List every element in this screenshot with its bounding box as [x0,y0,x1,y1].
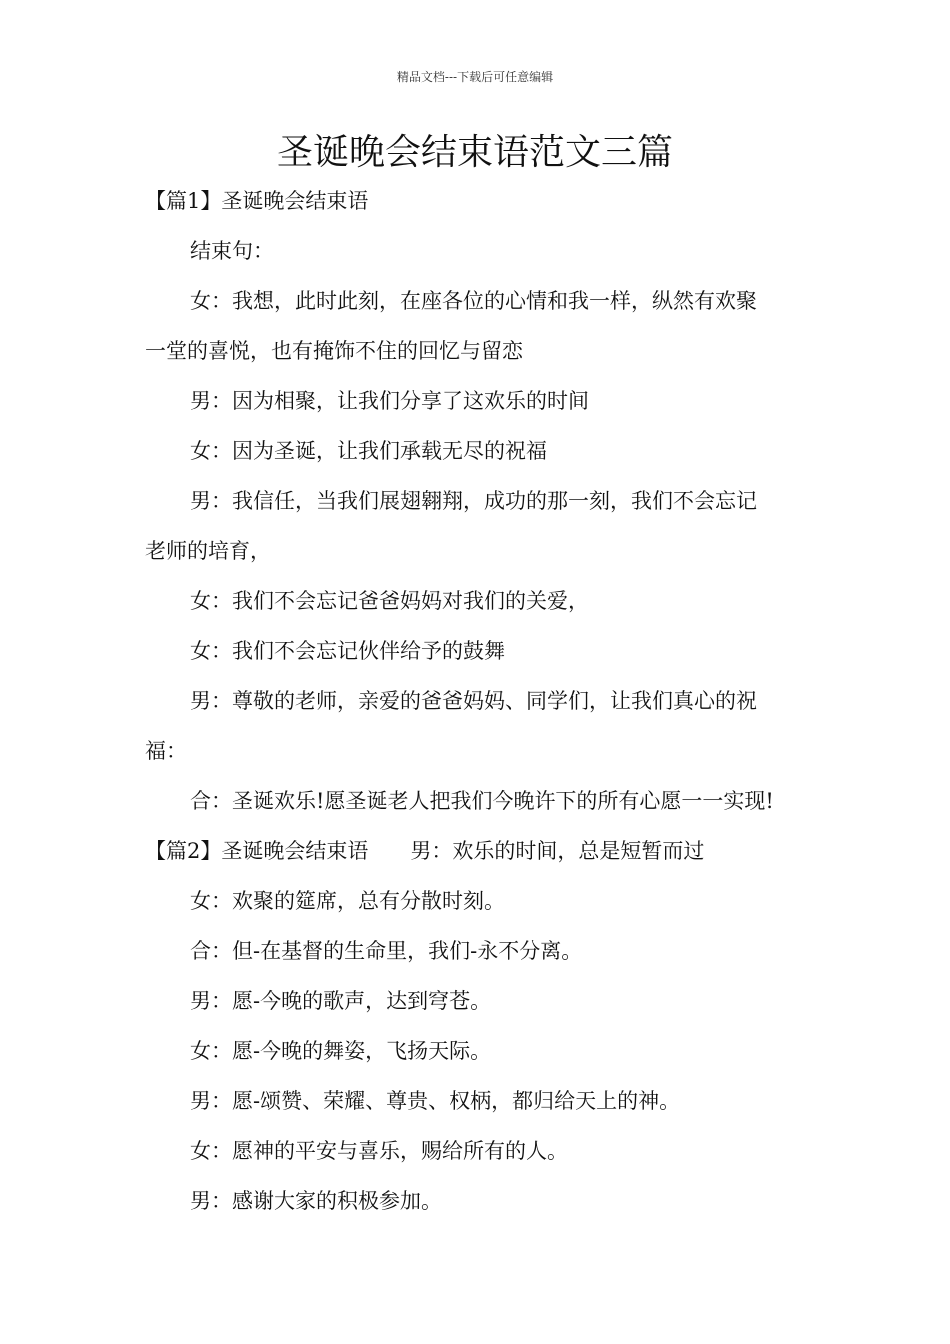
document-body [145,176,815,1226]
paragraph-line: 男：愿-颂赞、荣耀、尊贵、权柄，都归给天上的神。 [190,1089,681,1113]
paragraph-line: 女：我们不会忘记爸爸妈妈对我们的关爱， [190,589,589,613]
paragraph-line: 一堂的喜悦，也有掩饰不住的回忆与留恋 [145,339,523,363]
header-note: 精品文档---下载后可任意编辑 [396,70,554,84]
paragraph-line: 合：但-在基督的生命里，我们-永不分离。 [190,939,583,963]
paragraph-line: 女：因为圣诞，让我们承载无尽的祝福 [190,439,547,463]
paragraph-line: 女：愿神的平安与喜乐，赐给所有的人。 [190,1139,568,1163]
paragraph-line: 女：我想，此时此刻，在座各位的心情和我一样，纵然有欢聚 [190,289,757,313]
paragraph-line: 【篇1】圣诞晚会结束语 [145,189,369,213]
paragraph-line: 男：愿-今晚的歌声，达到穹苍。 [190,989,492,1013]
paragraph-line: 福： [145,739,187,763]
paragraph-line: 男：尊敬的老师，亲爱的爸爸妈妈、同学们，让我们真心的祝 [190,689,757,713]
paragraph-line: 女：我们不会忘记伙伴给予的鼓舞 [190,639,505,663]
paragraph-line: 男：因为相聚，让我们分享了这欢乐的时间 [190,389,589,413]
paragraph-line: 男：我信任，当我们展翅翱翔，成功的那一刻，我们不会忘记 [190,489,757,513]
paragraph-line: 老师的培育， [145,539,271,563]
paragraph-line: 女：愿-今晚的舞姿，飞扬天际。 [190,1039,492,1063]
paragraph-line: 合：圣诞欢乐!愿圣诞老人把我们今晚许下的所有心愿一一实现! [190,789,774,813]
paragraph-line: 结束句： [190,239,274,263]
paragraph-line: 【篇2】圣诞晚会结束语 男：欢乐的时间，总是短暂而过 [145,839,705,863]
document-title: 圣诞晚会结束语范文三篇 [276,132,673,173]
paragraph-line: 男：感谢大家的积极参加。 [190,1189,442,1213]
paragraph-line: 女：欢聚的筵席，总有分散时刻。 [190,889,505,913]
